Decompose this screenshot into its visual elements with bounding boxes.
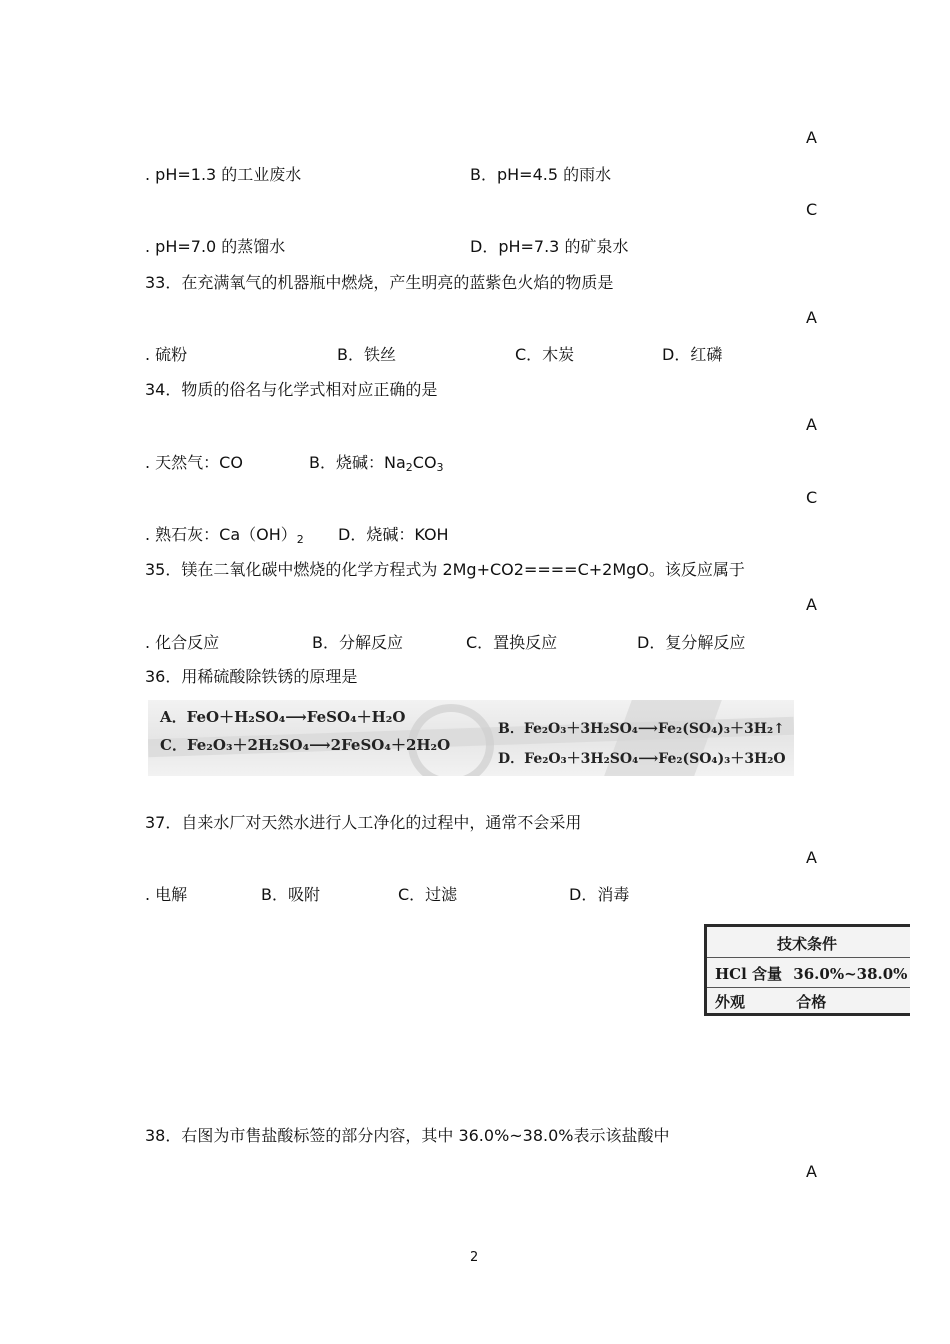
label-row-appearance [707, 991, 910, 1012]
q35-option-a: . 化合反应 [145, 633, 220, 652]
q37-option-b: B．吸附 [261, 885, 320, 904]
q33-option-b: B．铁丝 [337, 345, 396, 364]
q34-option-b [309, 453, 444, 478]
q34-stem: 34．物质的俗名与化学式相对应正确的是 [145, 380, 438, 399]
label-appearance-value: 合格 [796, 993, 827, 1011]
q34-option-a: . 天然气：CO [145, 453, 243, 472]
q36-equation-c: C．Fe₂O₃＋2H₂SO₄⟶2FeSO₄＋2H₂O [160, 736, 451, 754]
q34-option-b-sub2: 3 [436, 461, 444, 474]
q34-option-c-text: . 熟石灰：Ca（OH） [145, 525, 297, 544]
label-appearance-name: 外观 [715, 993, 746, 1011]
q34-option-d: D．烧碱：KOH [338, 525, 449, 544]
q37-option-c: C．过滤 [398, 885, 458, 904]
q32-option-a-letter: A [806, 128, 817, 147]
q38-stem: 38．右图为市售盐酸标签的部分内容，其中 36.0%~38.0%表示该盐酸中 [145, 1126, 670, 1145]
label-hcl-name: HCl 含量 [715, 965, 783, 983]
label-divider-1 [707, 957, 910, 958]
q33-option-a-letter: A [806, 308, 817, 327]
q34-option-c [145, 525, 304, 550]
q33-stem: 33．在充满氧气的机器瓶中燃烧，产生明亮的蓝紫色火焰的物质是 [145, 273, 614, 292]
q34-option-b-sub1: 2 [405, 461, 413, 474]
hydrochloric-acid-label-image [704, 924, 910, 1016]
label-hcl-value: 36.0%~38.0% [793, 965, 908, 983]
q36-equation-d: D．Fe₂O₃＋3H₂SO₄⟶Fe₂(SO₄)₃＋3H₂O [498, 751, 786, 767]
q36-stem: 36．用稀硫酸除铁锈的原理是 [145, 667, 358, 686]
q35-option-b: B．分解反应 [312, 633, 403, 652]
label-row-hcl [707, 963, 910, 984]
q32-option-b: B．pH=4.5 的雨水 [470, 165, 612, 184]
q34-option-c-sub: 2 [296, 533, 304, 546]
q37-option-a: . 电解 [145, 885, 188, 904]
q33-option-a: . 硫粉 [145, 345, 188, 364]
q37-option-d: D．消毒 [569, 885, 630, 904]
q37-option-a-letter: A [806, 848, 817, 867]
q36-equation-a: A．FeO＋H₂SO₄⟶FeSO₄＋H₂O [160, 708, 406, 726]
page-number: 2 [470, 1250, 479, 1265]
q33-option-c: C．木炭 [515, 345, 575, 364]
label-title: 技术条件 [777, 935, 838, 953]
q38-option-a-letter: A [806, 1162, 817, 1181]
q32-option-c: . pH=7.0 的蒸馏水 [145, 237, 286, 256]
q32-option-d: D．pH=7.3 的矿泉水 [470, 237, 629, 256]
q34-option-b-mid: CO [412, 453, 437, 472]
label-divider-2 [707, 987, 910, 988]
q33-option-d: D．红磷 [662, 345, 723, 364]
q36-equations-image [148, 700, 794, 776]
q35-option-a-letter: A [806, 595, 817, 614]
q35-option-c: C．置换反应 [466, 633, 558, 652]
q35-stem: 35．镁在二氧化碳中燃烧的化学方程式为 2Mg+CO2====C+2MgO。该反应属于 [145, 560, 745, 579]
q34-option-b-prefix: B．烧碱：Na [309, 453, 406, 472]
q32-option-c-letter: C [806, 200, 818, 219]
q34-option-a-letter: A [806, 415, 817, 434]
q35-option-d: D．复分解反应 [637, 633, 746, 652]
q36-equation-b: B．Fe₂O₃＋3H₂SO₄⟶Fe₂(SO₄)₃＋3H₂↑ [498, 721, 785, 737]
q37-stem: 37．自来水厂对天然水进行人工净化的过程中，通常不会采用 [145, 813, 582, 832]
q32-option-a: . pH=1.3 的工业废水 [145, 165, 302, 184]
q34-option-c-letter: C [806, 488, 818, 507]
